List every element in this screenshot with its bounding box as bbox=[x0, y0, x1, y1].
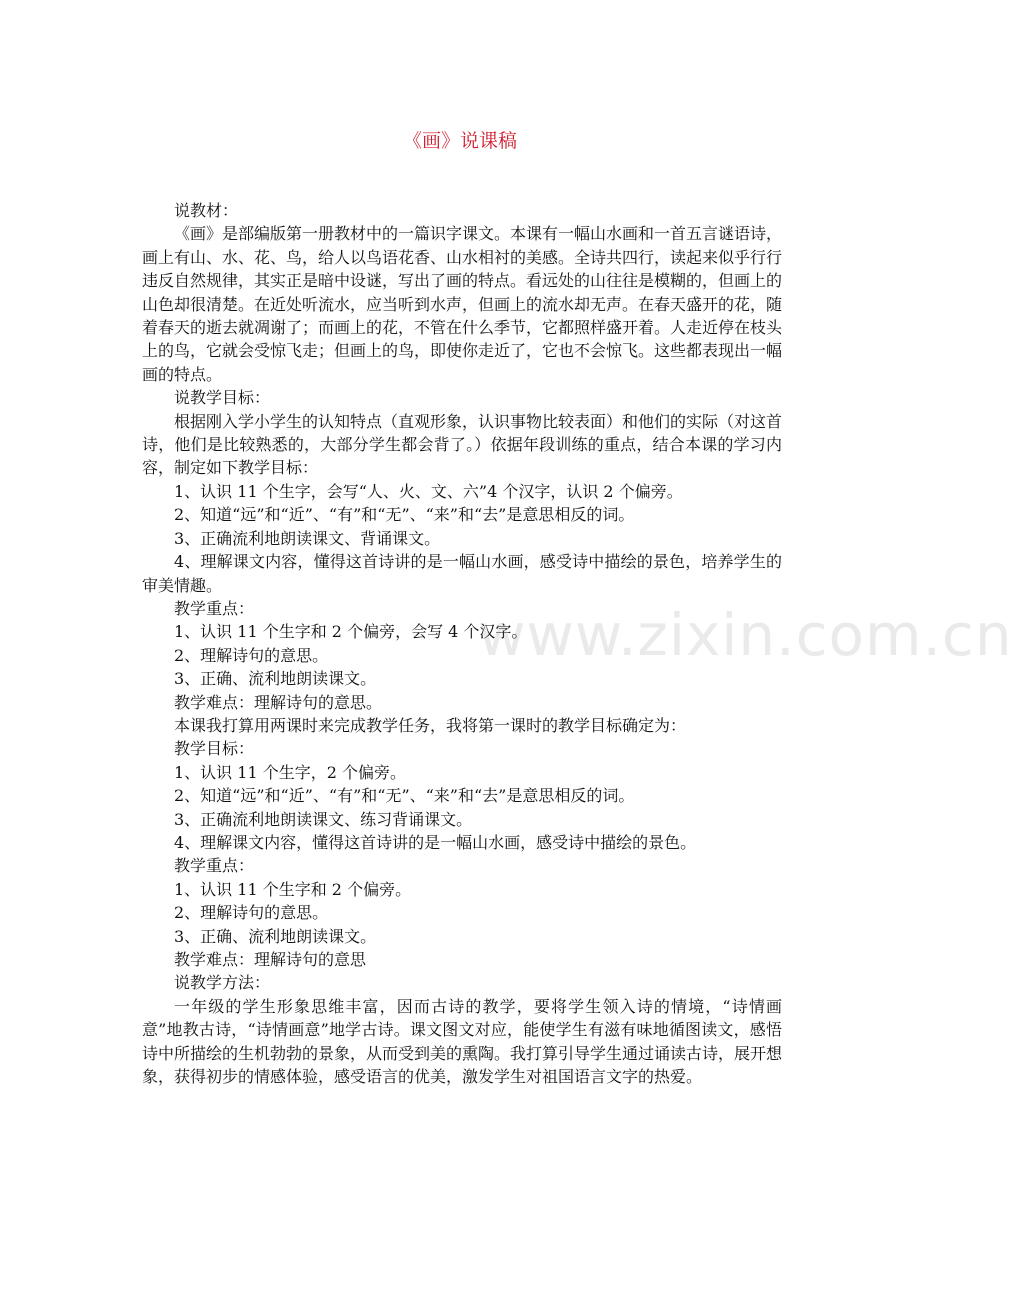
list-item: 3、正确流利地朗读课文、背诵课文。 bbox=[174, 528, 441, 548]
section-heading: 说教材： bbox=[174, 201, 239, 220]
paragraph: 本课我打算用两课时来完成教学任务，我将第一课时的教学目标确定为： bbox=[174, 715, 687, 735]
list-item: 4、理解课文内容，懂得这首诗讲的是一幅山水画，感受诗中描绘的景色。 bbox=[174, 832, 697, 852]
paragraph: 《画》是部编版第一册教材中的一篇识字课文。本课有一幅山水画和一首五言谜语诗，画上有山、水、花、鸟，给人以鸟语花香、山水相衬的美感。全诗共四行，读起来似乎行行违反自然规律，其实正是暗中设谜，写出了画的特点。看远处的山往往是模糊的，但画上的山色却很清楚。在近处听流水，应当听到水声，但画上的流水却无声。在春天盛开的花，随着春天的逝去就凋谢了；而画上的花，不管在什么季节，它都照样盛开着。人走近停在枝头上的鸟，它就会受惊飞走；但画上的鸟，即使你走近了，它也不会惊飞。这些都表现出一幅画的特点。 bbox=[142, 224, 783, 384]
section-heading: 教学重点： bbox=[174, 598, 255, 618]
list-item: 2、知道“远”和“近”、“有”和“无”、“来”和“去”是意思相反的词。 bbox=[174, 786, 635, 806]
list-item: 2、理解诗句的意思。 bbox=[174, 645, 329, 665]
section-heading: 教学目标： bbox=[174, 739, 255, 759]
document-body bbox=[142, 199, 782, 1088]
list-item: 3、正确流利地朗读课文、练习背诵课文。 bbox=[174, 809, 473, 829]
watermark: www.zixin.com.cn bbox=[478, 601, 1013, 669]
list-item: 3、正确、流利地朗读课文。 bbox=[174, 669, 377, 689]
list-item: 2、知道“远”和“近”、“有”和“无”、“来”和“去”是意思相反的词。 bbox=[174, 505, 635, 525]
list-item: 1、认识 11 个生字，会写“人、火、文、六”4 个汉字，认识 2 个偏旁。 bbox=[174, 481, 683, 501]
list-item: 1、认识 11 个生字和 2 个偏旁，会写 4 个汉字。 bbox=[174, 622, 528, 642]
list-item: 3、正确、流利地朗读课文。 bbox=[174, 926, 377, 946]
list-item: 1、认识 11 个生字，2 个偏旁。 bbox=[174, 762, 406, 782]
document-title: 《画》说课稿 bbox=[402, 130, 517, 152]
section-heading: 说教学目标： bbox=[174, 388, 271, 408]
paragraph: 根据刚入学小学生的认知特点（直观形象，认识事物比较表面）和他们的实际（对这首诗，他们是比较熟悉的，大部分学生都会背了。）依据年段训练的重点，结合本课的学习内容，制定如下教学目标： bbox=[142, 411, 783, 478]
list-item: 2、理解诗句的意思。 bbox=[174, 903, 329, 923]
list-item: 4、理解课文内容，懂得这首诗讲的是一幅山水画，感受诗中描绘的景色，培养学生的审美情趣。 bbox=[142, 552, 782, 595]
list-item: 1、认识 11 个生字和 2 个偏旁。 bbox=[174, 879, 412, 899]
section-heading: 教学难点：理解诗句的意思。 bbox=[174, 692, 383, 712]
section-heading: 说教学方法： bbox=[174, 973, 271, 993]
section-heading: 教学难点：理解诗句的意思 bbox=[174, 950, 367, 969]
paragraph: 一年级的学生形象思维丰富，因而古诗的教学，要将学生领入诗的情境，“诗情画意”地教古诗，“诗情画意”地学古诗。课文图文对应，能使学生有滋有味地循图读文，感悟诗中所描绘的生机勃勃的景象，从而受到美的熏陶。我打算引导学生通过诵读古诗，展开想象，获得初步的情感体验，感受语言的优美，激发学生对祖国语言文字的热爱。 bbox=[142, 996, 783, 1087]
section-heading: 教学重点： bbox=[174, 856, 255, 876]
